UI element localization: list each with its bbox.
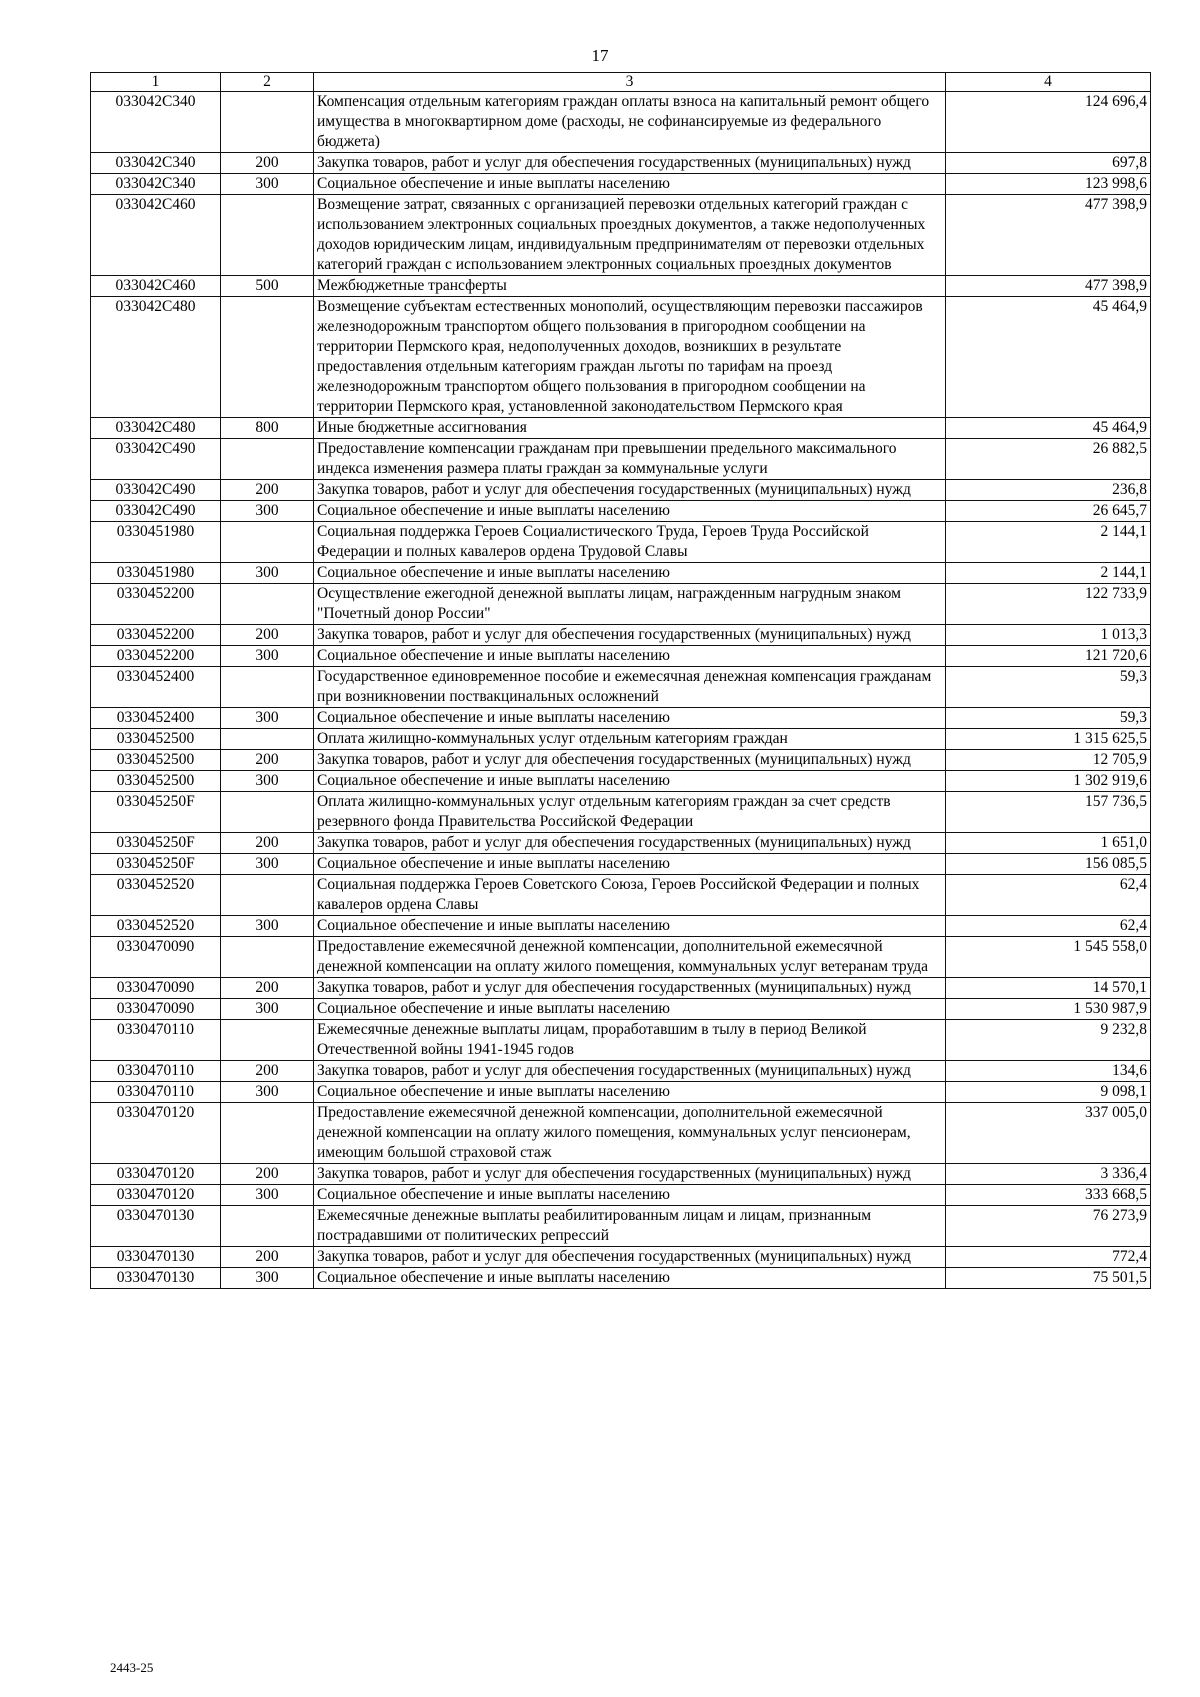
cell-code: 0330452200 <box>91 625 221 646</box>
document-code: 2443-25 <box>110 1660 154 1675</box>
cell-amount: 59,3 <box>946 667 1151 708</box>
cell-expense-type: 200 <box>221 833 314 854</box>
cell-code: 0330470090 <box>91 978 221 999</box>
table-body <box>91 92 1151 1289</box>
column-header-2: 2 <box>221 73 314 92</box>
cell-amount: 59,3 <box>946 708 1151 729</box>
cell-amount: 477 398,9 <box>946 195 1151 276</box>
cell-expense-type <box>221 522 314 563</box>
table-row <box>91 195 1151 276</box>
cell-name: Социальная поддержка Героев Советского Союза, Героев Российской Федерации и полных кавалеров ордена Славы <box>314 875 946 916</box>
cell-amount: 1 315 625,5 <box>946 729 1151 750</box>
cell-code: 0330451980 <box>91 522 221 563</box>
cell-expense-type: 200 <box>221 1061 314 1082</box>
cell-code: 0330452500 <box>91 729 221 750</box>
cell-amount: 697,8 <box>946 153 1151 174</box>
cell-amount: 2 144,1 <box>946 563 1151 584</box>
cell-name: Возмещение субъектам естественных монополий, осуществляющим перевозки пассажиров железнодорожным транспортом общего пользования в пригородном сообщении на территории Пермского края, недополученных доходов, возникших в результате предоставления отдельным категориям граждан льготы по тарифам на проезд железнодорожным транспортом общего пользования в пригородном сообщении на территории Пермского края, установленной законодательством Пермского края <box>314 297 946 418</box>
budget-table <box>90 72 1151 1289</box>
cell-expense-type <box>221 1206 314 1247</box>
cell-code: 033042С340 <box>91 174 221 195</box>
cell-amount: 75 501,5 <box>946 1268 1151 1289</box>
table-row <box>91 1082 1151 1103</box>
cell-name: Компенсация отдельным категориям граждан оплаты взноса на капитальный ремонт общего имущества в многоквартирном доме (расходы, не софинансируемые из федерального бюджета) <box>314 92 946 153</box>
cell-amount: 12 705,9 <box>946 750 1151 771</box>
table-row <box>91 174 1151 195</box>
cell-name: Осуществление ежегодной денежной выплаты лицам, награжденным нагрудным знаком "Почетный донор России" <box>314 584 946 625</box>
table-header-row <box>91 73 1151 92</box>
table-row <box>91 1061 1151 1082</box>
table-row <box>91 584 1151 625</box>
cell-name: Социальное обеспечение и иные выплаты населению <box>314 1185 946 1206</box>
cell-code: 0330470130 <box>91 1268 221 1289</box>
cell-expense-type: 300 <box>221 1268 314 1289</box>
cell-name: Межбюджетные трансферты <box>314 276 946 297</box>
cell-code: 0330452200 <box>91 584 221 625</box>
cell-code: 033042С460 <box>91 276 221 297</box>
cell-code: 0330470110 <box>91 1020 221 1061</box>
cell-name: Социальное обеспечение и иные выплаты населению <box>314 646 946 667</box>
cell-code: 0330470120 <box>91 1164 221 1185</box>
cell-amount: 1 545 558,0 <box>946 937 1151 978</box>
cell-name: Ежемесячные денежные выплаты лицам, проработавшим в тылу в период Великой Отечественной войны 1941-1945 годов <box>314 1020 946 1061</box>
cell-expense-type: 300 <box>221 646 314 667</box>
cell-expense-type: 300 <box>221 1185 314 1206</box>
cell-code: 0330452500 <box>91 750 221 771</box>
table-row <box>91 418 1151 439</box>
cell-code: 0330470090 <box>91 937 221 978</box>
cell-amount: 156 085,5 <box>946 854 1151 875</box>
cell-amount: 2 144,1 <box>946 522 1151 563</box>
cell-expense-type <box>221 195 314 276</box>
cell-code: 033042С480 <box>91 297 221 418</box>
table-row <box>91 480 1151 501</box>
table-row <box>91 1247 1151 1268</box>
cell-expense-type: 300 <box>221 854 314 875</box>
cell-code: 0330470110 <box>91 1061 221 1082</box>
cell-code: 033042С460 <box>91 195 221 276</box>
table-row <box>91 667 1151 708</box>
cell-expense-type <box>221 92 314 153</box>
cell-name: Социальное обеспечение и иные выплаты населению <box>314 563 946 584</box>
cell-expense-type: 200 <box>221 1164 314 1185</box>
cell-amount: 3 336,4 <box>946 1164 1151 1185</box>
table-row <box>91 1164 1151 1185</box>
column-header-1: 1 <box>91 73 221 92</box>
cell-code: 0330452400 <box>91 667 221 708</box>
table-row <box>91 439 1151 480</box>
cell-amount: 772,4 <box>946 1247 1151 1268</box>
cell-amount: 157 736,5 <box>946 792 1151 833</box>
cell-expense-type: 500 <box>221 276 314 297</box>
cell-name: Предоставление ежемесячной денежной компенсации, дополнительной ежемесячной денежной компенсации на оплату жилого помещения, коммунальных услуг ветеранам труда <box>314 937 946 978</box>
cell-amount: 134,6 <box>946 1061 1151 1082</box>
cell-code: 033045250F <box>91 792 221 833</box>
cell-name: Предоставление компенсации гражданам при превышении предельного максимального индекса изменения размера платы граждан за коммунальные услуги <box>314 439 946 480</box>
cell-expense-type: 300 <box>221 771 314 792</box>
cell-amount: 236,8 <box>946 480 1151 501</box>
cell-code: 0330470120 <box>91 1185 221 1206</box>
cell-name: Социальное обеспечение и иные выплаты населению <box>314 708 946 729</box>
cell-code: 033042С490 <box>91 480 221 501</box>
cell-expense-type: 300 <box>221 174 314 195</box>
cell-amount: 1 302 919,6 <box>946 771 1151 792</box>
table-row <box>91 276 1151 297</box>
table-row <box>91 1206 1151 1247</box>
cell-name: Закупка товаров, работ и услуг для обеспечения государственных (муниципальных) нужд <box>314 1247 946 1268</box>
cell-name: Государственное единовременное пособие и ежемесячная денежная компенсация гражданам при возникновении поствакцинальных осложнений <box>314 667 946 708</box>
cell-name: Социальное обеспечение и иные выплаты населению <box>314 771 946 792</box>
cell-name: Предоставление ежемесячной денежной компенсации, дополнительной ежемесячной денежной компенсации на оплату жилого помещения, коммунальных услуг пенсионерам, имеющим большой страховой стаж <box>314 1103 946 1164</box>
cell-code: 0330452200 <box>91 646 221 667</box>
cell-expense-type: 300 <box>221 501 314 522</box>
cell-name: Социальное обеспечение и иные выплаты населению <box>314 854 946 875</box>
table-row <box>91 833 1151 854</box>
cell-amount: 62,4 <box>946 875 1151 916</box>
cell-code: 0330470120 <box>91 1103 221 1164</box>
cell-expense-type <box>221 667 314 708</box>
cell-amount: 1 013,3 <box>946 625 1151 646</box>
cell-name: Оплата жилищно-коммунальных услуг отдельным категориям граждан <box>314 729 946 750</box>
cell-expense-type: 300 <box>221 563 314 584</box>
table-row <box>91 708 1151 729</box>
cell-amount: 121 720,6 <box>946 646 1151 667</box>
table-row <box>91 854 1151 875</box>
cell-code: 033042С480 <box>91 418 221 439</box>
cell-expense-type <box>221 584 314 625</box>
table-row <box>91 153 1151 174</box>
cell-amount: 123 998,6 <box>946 174 1151 195</box>
cell-amount: 26 645,7 <box>946 501 1151 522</box>
cell-amount: 26 882,5 <box>946 439 1151 480</box>
cell-name: Социальное обеспечение и иные выплаты населению <box>314 1268 946 1289</box>
cell-name: Социальное обеспечение и иные выплаты населению <box>314 174 946 195</box>
cell-name: Закупка товаров, работ и услуг для обеспечения государственных (муниципальных) нужд <box>314 978 946 999</box>
table-row <box>91 937 1151 978</box>
cell-name: Социальное обеспечение и иные выплаты населению <box>314 501 946 522</box>
cell-code: 0330452520 <box>91 916 221 937</box>
cell-name: Оплата жилищно-коммунальных услуг отдельным категориям граждан за счет средств резервного фонда Правительства Российской Федерации <box>314 792 946 833</box>
table-row <box>91 563 1151 584</box>
cell-name: Закупка товаров, работ и услуг для обеспечения государственных (муниципальных) нужд <box>314 480 946 501</box>
cell-expense-type <box>221 297 314 418</box>
cell-amount: 62,4 <box>946 916 1151 937</box>
cell-code: 033042С490 <box>91 501 221 522</box>
table-row <box>91 771 1151 792</box>
cell-name: Закупка товаров, работ и услуг для обеспечения государственных (муниципальных) нужд <box>314 833 946 854</box>
cell-expense-type <box>221 439 314 480</box>
cell-code: 033042С340 <box>91 153 221 174</box>
cell-amount: 14 570,1 <box>946 978 1151 999</box>
cell-code: 0330470130 <box>91 1247 221 1268</box>
cell-amount: 333 668,5 <box>946 1185 1151 1206</box>
cell-code: 0330452400 <box>91 708 221 729</box>
cell-name: Ежемесячные денежные выплаты реабилитированным лицам и лицам, признанным пострадавшими от политических репрессий <box>314 1206 946 1247</box>
cell-amount: 76 273,9 <box>946 1206 1151 1247</box>
cell-name: Социальное обеспечение и иные выплаты населению <box>314 999 946 1020</box>
cell-expense-type <box>221 1103 314 1164</box>
cell-code: 0330452500 <box>91 771 221 792</box>
table-row <box>91 916 1151 937</box>
cell-expense-type: 200 <box>221 153 314 174</box>
cell-expense-type: 300 <box>221 916 314 937</box>
table-row <box>91 522 1151 563</box>
cell-expense-type: 200 <box>221 480 314 501</box>
cell-code: 0330470130 <box>91 1206 221 1247</box>
table-row <box>91 978 1151 999</box>
table-row <box>91 875 1151 916</box>
cell-expense-type: 200 <box>221 750 314 771</box>
cell-code: 0330451980 <box>91 563 221 584</box>
cell-expense-type <box>221 792 314 833</box>
cell-code: 033045250F <box>91 833 221 854</box>
cell-amount: 1 530 987,9 <box>946 999 1151 1020</box>
table-row <box>91 646 1151 667</box>
cell-name: Социальная поддержка Героев Социалистического Труда, Героев Труда Российской Федерации и полных кавалеров ордена Трудовой Славы <box>314 522 946 563</box>
table-row <box>91 1103 1151 1164</box>
cell-code: 033042С490 <box>91 439 221 480</box>
cell-name: Закупка товаров, работ и услуг для обеспечения государственных (муниципальных) нужд <box>314 1061 946 1082</box>
cell-code: 0330470110 <box>91 1082 221 1103</box>
page-number: 17 <box>591 46 609 65</box>
cell-amount: 45 464,9 <box>946 297 1151 418</box>
cell-name: Закупка товаров, работ и услуг для обеспечения государственных (муниципальных) нужд <box>314 1164 946 1185</box>
cell-amount: 124 696,4 <box>946 92 1151 153</box>
cell-amount: 9 232,8 <box>946 1020 1151 1061</box>
cell-code: 033042С340 <box>91 92 221 153</box>
cell-name: Социальное обеспечение и иные выплаты населению <box>314 1082 946 1103</box>
table-row <box>91 1020 1151 1061</box>
cell-expense-type <box>221 1020 314 1061</box>
cell-amount: 45 464,9 <box>946 418 1151 439</box>
cell-expense-type: 200 <box>221 625 314 646</box>
table-row <box>91 297 1151 418</box>
cell-name: Закупка товаров, работ и услуг для обеспечения государственных (муниципальных) нужд <box>314 750 946 771</box>
table-row <box>91 92 1151 153</box>
cell-expense-type: 300 <box>221 999 314 1020</box>
table-row <box>91 1268 1151 1289</box>
cell-amount: 9 098,1 <box>946 1082 1151 1103</box>
cell-amount: 122 733,9 <box>946 584 1151 625</box>
cell-expense-type: 200 <box>221 1247 314 1268</box>
cell-name: Иные бюджетные ассигнования <box>314 418 946 439</box>
cell-name: Закупка товаров, работ и услуг для обеспечения государственных (муниципальных) нужд <box>314 153 946 174</box>
cell-amount: 477 398,9 <box>946 276 1151 297</box>
cell-code: 0330470090 <box>91 999 221 1020</box>
cell-name: Возмещение затрат, связанных с организацией перевозки отдельных категорий граждан с использованием электронных социальных проездных документов, а также недополученных доходов юридическим лицам, индивидуальным предпринимателям от перевозки отдельных категорий граждан с использованием электронных социальных проездных документов <box>314 195 946 276</box>
table-row <box>91 729 1151 750</box>
table-row <box>91 999 1151 1020</box>
table-row <box>91 750 1151 771</box>
cell-expense-type: 800 <box>221 418 314 439</box>
cell-expense-type: 300 <box>221 708 314 729</box>
table-row <box>91 501 1151 522</box>
cell-expense-type <box>221 875 314 916</box>
table-row <box>91 625 1151 646</box>
cell-amount: 1 651,0 <box>946 833 1151 854</box>
cell-name: Социальное обеспечение и иные выплаты населению <box>314 916 946 937</box>
cell-expense-type: 300 <box>221 1082 314 1103</box>
cell-expense-type: 200 <box>221 978 314 999</box>
cell-expense-type <box>221 937 314 978</box>
cell-code: 0330452520 <box>91 875 221 916</box>
cell-code: 033045250F <box>91 854 221 875</box>
table-row <box>91 792 1151 833</box>
cell-expense-type <box>221 729 314 750</box>
cell-amount: 337 005,0 <box>946 1103 1151 1164</box>
column-header-3: 3 <box>314 73 946 92</box>
table-row <box>91 1185 1151 1206</box>
cell-name: Закупка товаров, работ и услуг для обеспечения государственных (муниципальных) нужд <box>314 625 946 646</box>
column-header-4: 4 <box>946 73 1151 92</box>
